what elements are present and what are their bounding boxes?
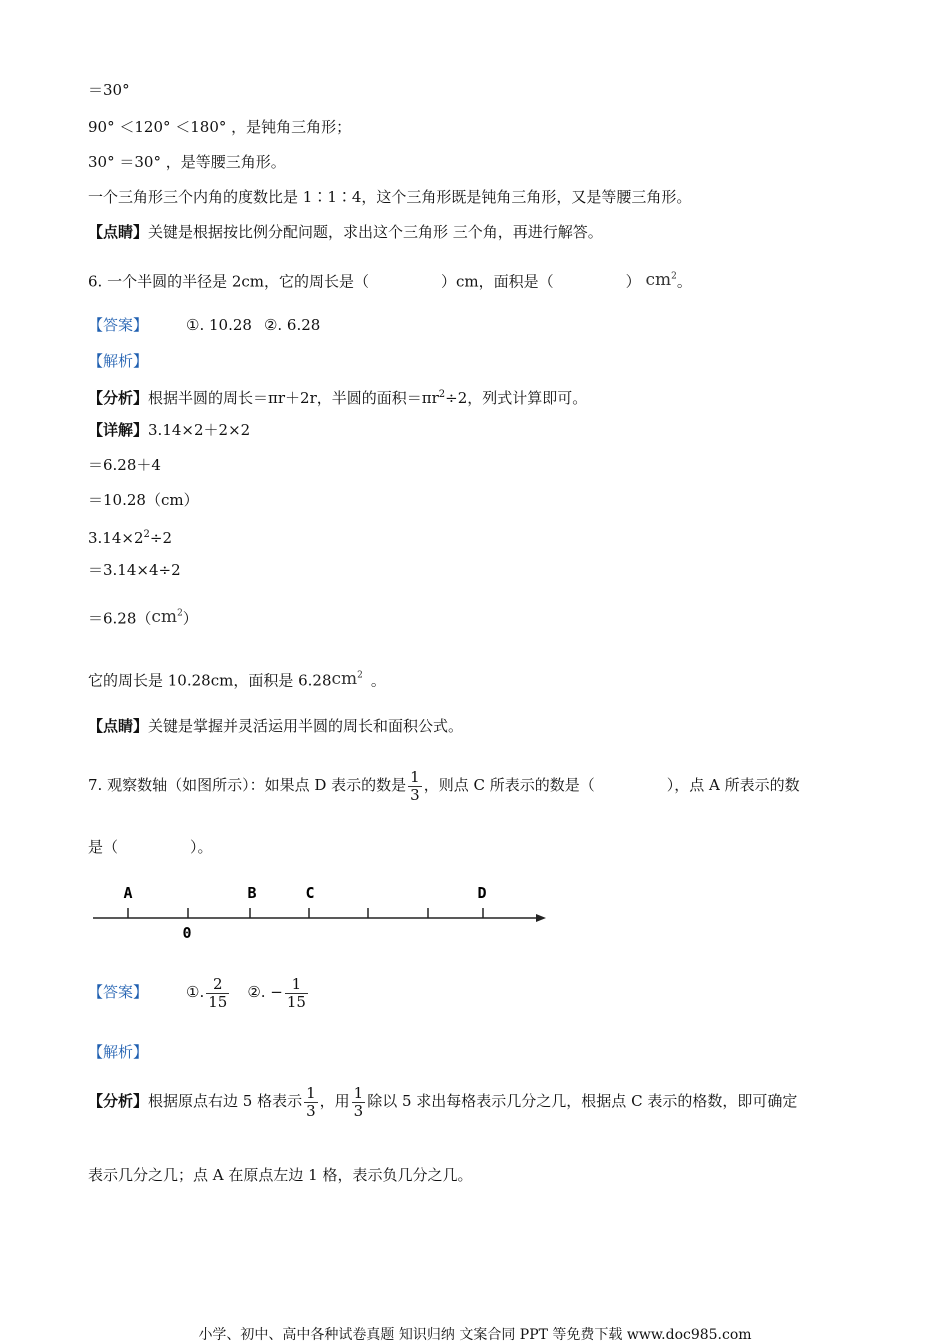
fraction: $\frac{2}{15}$ [208, 974, 228, 1011]
unit-cm2: $cm^2$ [331, 668, 363, 689]
tip-tag: 【点睛】 [88, 223, 149, 241]
answer-line: 【答案】 ①. $\frac{2}{15}$ ②. − $\frac{1}{15}$ [88, 974, 306, 1011]
fraction: $\frac{1}{3}$ [410, 767, 420, 804]
calc-line: $=6.28(cm^2)$ [88, 606, 198, 628]
label-B: B [247, 884, 257, 902]
calc-line: ＝3.14×4÷2 [88, 561, 181, 579]
solution-line: 30° ＝30° ，是等腰三角形。 [88, 153, 286, 171]
fraction: $\frac{1}{3}$ [306, 1083, 316, 1120]
fenxi-line: 【分析】根据半圆的周长＝πr＋2r，半圆的面积$=\pi r^2\div 2$，列式计算即可。 [88, 389, 588, 407]
question-7-stem: 7. 观察数轴（如图所示）：如果点 D 表示的数是 $\frac{1}{3}$ ，则点 C 所表示的数是（ ），点 A 所表示的数 [88, 767, 800, 804]
analysis-tag: 【解析】 [88, 1043, 149, 1061]
tip-line: 【点睛】关键是掌握并灵活运用半圆的周长和面积公式。 [88, 717, 464, 735]
analysis-tag: 【解析】 [88, 352, 149, 370]
fenxi-line-cont: 表示几分之几；点 A 在原点左边 1 格，表示负几分之几。 [88, 1166, 473, 1184]
unit-cm2: $cm^2$ [645, 269, 677, 290]
calc-line: $3.14\times 2^2\div 2$ [88, 529, 173, 547]
fenxi-line: 【分析】根据原点右边 5 格表示 $\frac{1}{3}$ ，用 $\frac{1}{3}$ 除以 5 求出每格表示几分之几，根据点 C 表示的格数，即可确定 [88, 1083, 798, 1120]
number-line-figure [88, 878, 558, 948]
solution-line: ＝30° [88, 81, 130, 99]
axis-arrow [536, 914, 546, 922]
question-6-stem: 6. 一个半圆的半径是 2cm，它的周长是（ ）cm，面积是（ ） $cm^2$。 [88, 269, 692, 291]
conclusion-line: 它的周长是 10.28cm，面积是 $6.28cm^2$ 。 [88, 668, 386, 690]
fraction: $\frac{1}{15}$ [286, 974, 306, 1011]
answer-2: ②. 6.28 [263, 316, 321, 334]
label-C: C [305, 884, 315, 902]
answer-1: ①. 10.28 [186, 316, 252, 334]
solution-line: 90° ＜120° ＜180° ，是钝角三角形； [88, 118, 352, 136]
solution-line: 一个三角形三个内角的度数比是 1∶1∶4，这个三角形既是钝角三角形，又是等腰三角形。 [88, 188, 692, 206]
question-7-stem-cont: 是（ ）。 [88, 838, 213, 856]
footer-text: 小学、初中、高中各种试卷真题 知识归纳 文案合同 PPT 等免费下载 www.doc985.com [198, 1327, 752, 1343]
label-A: A [123, 884, 133, 902]
tip-line [88, 222, 603, 242]
label-origin: 0 [182, 924, 192, 942]
label-D: D [477, 884, 487, 902]
tip-text: 关键是根据按比例分配问题，求出这个三角形 三个角，再进行解答。 [148, 223, 603, 241]
answer-line [88, 315, 320, 335]
calc-line: ＝6.28＋4 [88, 456, 161, 474]
unit-cm2: $cm^2$ [151, 606, 183, 627]
fraction: $\frac{1}{3}$ [353, 1083, 364, 1120]
answer-tag: 【答案】 [88, 316, 149, 334]
detail-line: 【详解】3.14×2＋2×2 [88, 421, 251, 439]
calc-line: ＝10.28（cm） [88, 491, 199, 509]
